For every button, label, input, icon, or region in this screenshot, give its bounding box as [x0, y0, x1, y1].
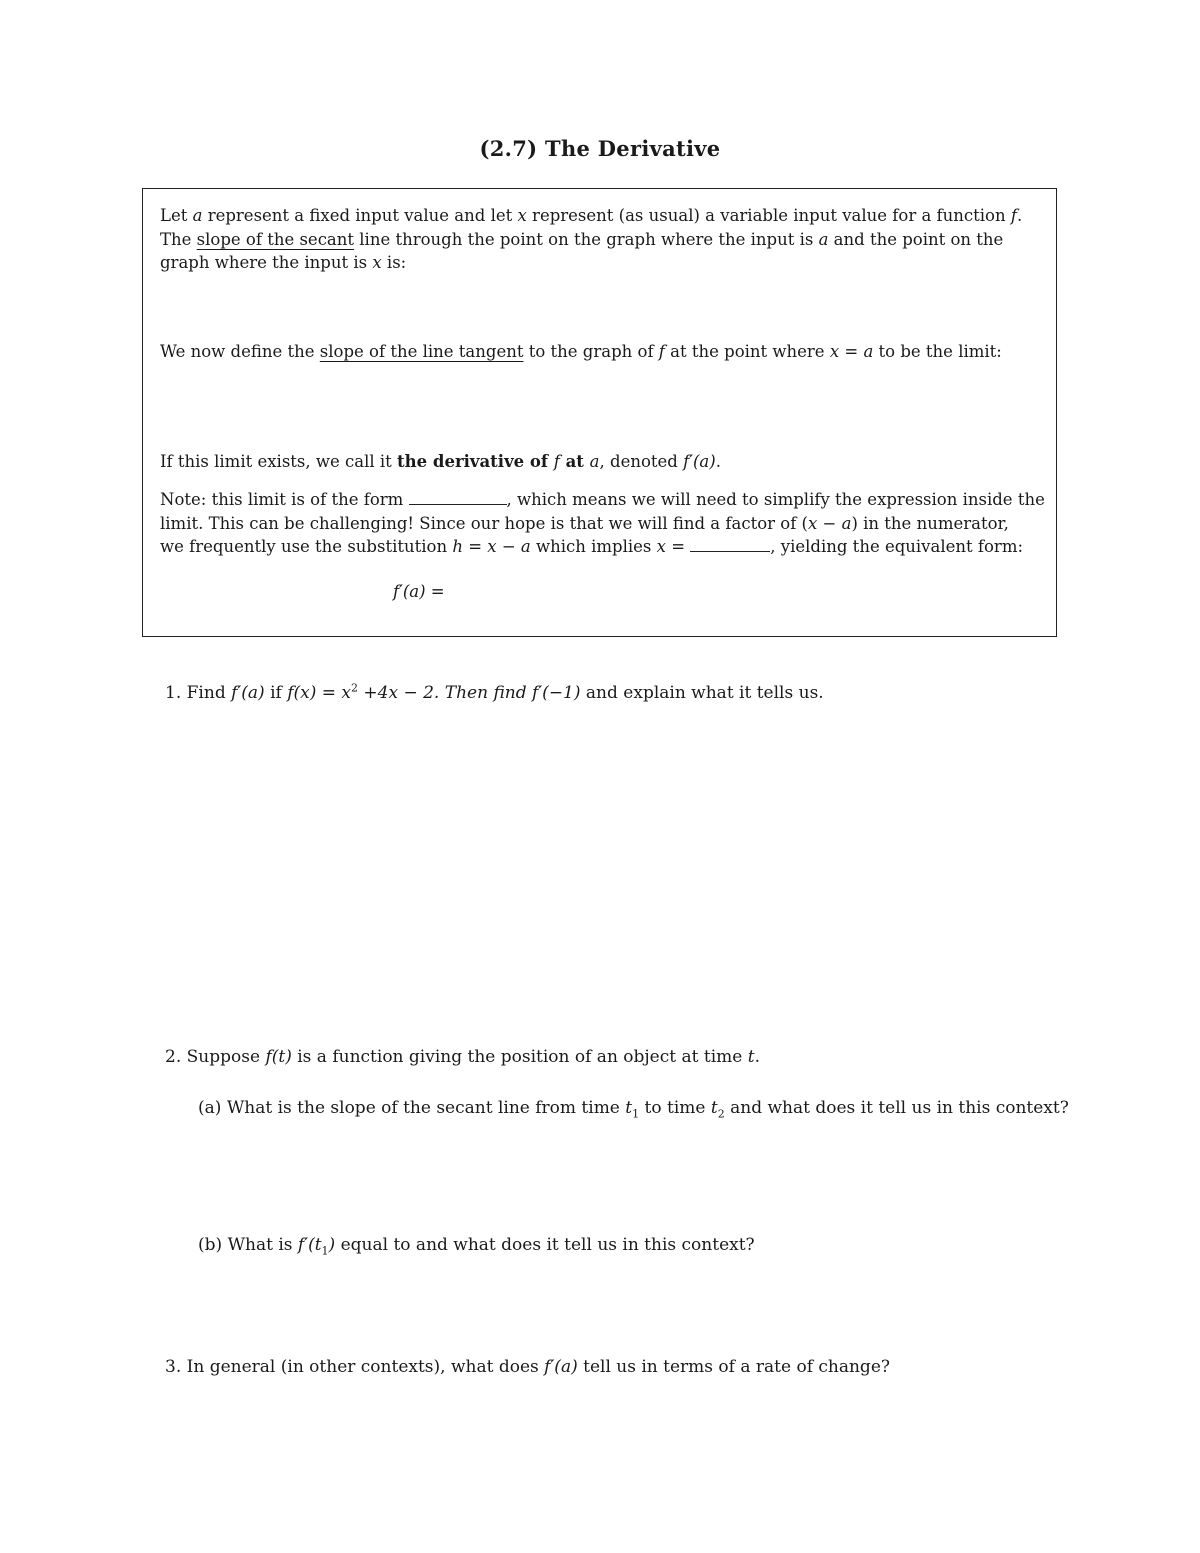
text: to the graph of [523, 342, 659, 361]
text: Let [160, 206, 193, 225]
math-paren: ) [328, 1235, 336, 1255]
math-function: f(x) = x [287, 683, 352, 703]
text: , which means we will need to simplify the expression inside the [506, 490, 1045, 509]
math-t: t [747, 1047, 755, 1067]
text: ) in the numerator, [851, 514, 1009, 533]
math-t: t [710, 1098, 718, 1118]
math-equation: x = a [829, 342, 874, 361]
text: What is [227, 1235, 298, 1255]
math-t: t [625, 1098, 633, 1118]
math-notation: f′(a) [683, 452, 716, 471]
math-a: a [589, 452, 600, 471]
text: In general (in other contexts), what does [186, 1357, 545, 1377]
derivative-term: at [559, 452, 590, 471]
text: . [715, 452, 721, 471]
text: at the point where [664, 342, 830, 361]
math-function: f(t) [265, 1047, 292, 1067]
text: limit. This can be challenging! Since our hope is that we will find a factor of ( [160, 514, 808, 533]
text: and what does it tell us in this context? [724, 1098, 1069, 1118]
text: line through the point on the graph where the input is [354, 230, 819, 249]
definition-line-3 [160, 253, 406, 273]
definition-line-1 [160, 206, 1022, 226]
definition-line-5 [160, 452, 721, 472]
math-expression: x − a [808, 514, 852, 533]
subquestion-label: (a) [198, 1098, 222, 1118]
math-fprime-a: f′(a) [544, 1357, 578, 1377]
text: What is the slope of the secant line from time [226, 1098, 626, 1118]
text: we frequently use the substitution [160, 537, 453, 556]
answer-blank [409, 490, 507, 505]
text: We now define the [160, 342, 320, 361]
definition-line-4 [160, 342, 1002, 362]
math-subscript: 1 [632, 1107, 640, 1121]
math-fprime-neg1: f′(−1) [532, 683, 581, 703]
math-fprime-a: f′(a) [231, 683, 265, 703]
question-2a [198, 1097, 1069, 1119]
question-number: 1. [165, 683, 182, 703]
question-number: 3. [165, 1357, 182, 1377]
question-2 [165, 1046, 760, 1068]
question-2b [198, 1234, 755, 1256]
text: , denoted [599, 452, 684, 471]
definition-line-6 [160, 490, 1045, 510]
text: . [1016, 206, 1023, 225]
text: tell us in terms of a rate of change? [577, 1357, 890, 1377]
math-f: f [658, 342, 665, 361]
text: The [160, 230, 197, 249]
text: and the point on the [828, 230, 1004, 249]
derivative-term: the derivative of [397, 452, 554, 471]
text: If this limit exists, we call it [160, 452, 398, 471]
math-substitution: h = x − a [452, 537, 531, 556]
text: to time [639, 1098, 711, 1118]
secant-slope-term: slope of the secant [196, 230, 355, 249]
text: equal to and what does it tell us in this context? [335, 1235, 755, 1255]
text: Suppose [186, 1047, 266, 1067]
text: , yielding the equivalent form: [770, 537, 1024, 556]
definition-line-7 [160, 514, 1009, 534]
math-x: x [517, 206, 527, 225]
text: represent (as usual) a variable input value for a function [526, 206, 1011, 225]
page-title: (2.7) The Derivative [479, 136, 721, 161]
math-subscript: 1 [321, 1244, 329, 1258]
math-exponent: 2 [351, 681, 359, 695]
text: is a function giving the position of an object at time [291, 1047, 748, 1067]
derivative-formula: f′(a) = [393, 582, 445, 601]
answer-blank [690, 537, 770, 552]
text: +4x − 2. Then find [358, 683, 533, 703]
text: to be the limit: [873, 342, 1002, 361]
math-subscript: 2 [717, 1107, 725, 1121]
text: and explain what it tells us. [580, 683, 824, 703]
question-number: 2. [165, 1047, 182, 1067]
text: is: [381, 253, 407, 272]
text: which implies [530, 537, 657, 556]
question-3 [165, 1356, 890, 1378]
question-1 [165, 682, 824, 704]
text: . [754, 1047, 760, 1067]
text: represent a fixed input value and let [202, 206, 518, 225]
math-x-equals: x = [656, 537, 686, 556]
definition-line-9 [393, 582, 445, 602]
math-a: a [818, 230, 829, 249]
math-fprime-t: f′(t [297, 1235, 322, 1255]
math-f: f [1010, 206, 1017, 225]
text: if [264, 683, 288, 703]
text: Find [186, 683, 232, 703]
subquestion-label: (b) [198, 1235, 223, 1255]
definition-line-8 [160, 537, 1023, 557]
definition-line-2 [160, 230, 1003, 250]
math-f: f [553, 452, 560, 471]
text: graph where the input is [160, 253, 373, 272]
math-x: x [372, 253, 382, 272]
tangent-slope-term: slope of the line tangent [319, 342, 524, 361]
text: Note: this limit is of the form [160, 490, 409, 509]
math-a: a [192, 206, 203, 225]
